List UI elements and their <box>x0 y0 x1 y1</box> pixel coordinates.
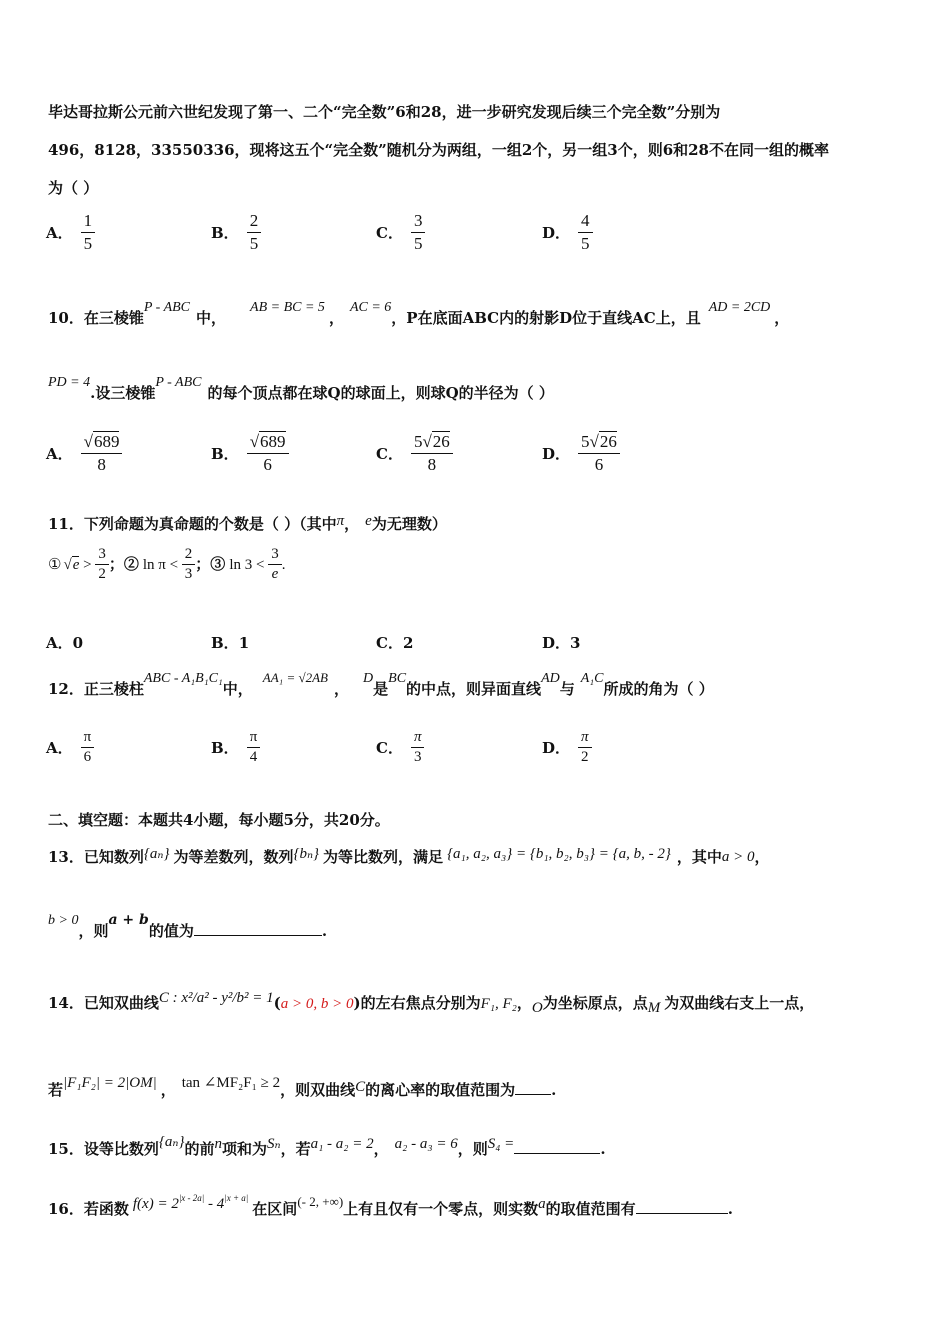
q13-answer-blank[interactable] <box>194 935 322 936</box>
q10-option-b[interactable]: B． $\frac{√689}{6}$ <box>211 432 289 474</box>
q14-line1: 14．已知双曲线C : x²/a² - y²/b² = 1(a > 0, b > 0)的左右焦点分别为F₁, F₂，O为坐标原点，点M 为双曲线右支上一点， <box>48 990 815 1016</box>
q11-option-b[interactable]: B．1 <box>211 634 250 652</box>
q11-option-d[interactable]: D．3 <box>542 634 581 652</box>
q11-option-a[interactable]: A．0 <box>46 634 84 652</box>
q12-option-d[interactable]: D． $\frac{\pi}{2}$ <box>542 729 592 767</box>
q12-line1: 12．正三棱柱ABC - A₁B₁C₁中，AA₁ = √2AB，D是BC的中点，则异面直线AD与A₁C所成的角为（ ） <box>48 670 714 698</box>
q9-line2: 496，8128，33550336，现将这五个“完全数”随机分为两组，一组2个，另一组3个，则6和28不在同一组的概率 <box>48 141 830 159</box>
q15-answer-blank[interactable] <box>514 1153 600 1154</box>
q10-line2: PD = 4.设三棱锥P - ABC的每个顶点都在球Q的球面上，则球Q的半径为（ ） <box>48 375 554 402</box>
q11-option-c[interactable]: C．2 <box>376 634 414 652</box>
q12-option-a[interactable]: A． $\frac{\pi}{6}$ <box>46 729 94 767</box>
q15-line: 15．设等比数列{aₙ}的前n项和为Sₙ，若a₁ - a₂ = 2， a₂ - a₃ = 6，则S₄ = . <box>48 1134 606 1158</box>
q10-option-a[interactable]: A． $\frac{√689}{8}$ <box>46 432 122 474</box>
q9-option-a[interactable]: A． $\frac{1}{5}$ <box>46 211 95 253</box>
q10-line1: 10．在三棱锥P - ABC中，AB = BC = 5，AC = 6，P在底面ABC内的射影D位于直线AC上，且AD = 2CD， <box>48 300 790 327</box>
q16-answer-blank[interactable] <box>636 1213 728 1214</box>
q11-propositions: ① √e > $\frac{3}{2}$ ；② ln π < $\frac{2}{3}$ ；③ ln 3 < $\frac{3}{e}$ . <box>48 546 286 583</box>
q9-line1: 毕达哥拉斯公元前六世纪发现了第一、二个“完全数”6和28，进一步研究发现后续三个完全数”分别为 <box>48 103 721 121</box>
q10-option-c[interactable]: C． $\frac{5√26}{8}$ <box>376 432 453 474</box>
q14-answer-blank[interactable] <box>515 1094 551 1095</box>
q9-option-b[interactable]: B． $\frac{2}{5}$ <box>211 211 261 253</box>
section-2-heading: 二、填空题：本题共4小题，每小题5分，共20分。 <box>48 811 390 829</box>
q13-line2: b > 0，则a + b的值为 . <box>48 912 328 940</box>
q12-option-b[interactable]: B． $\frac{\pi}{4}$ <box>211 729 260 767</box>
q12-option-c[interactable]: C． $\frac{\pi}{3}$ <box>376 729 424 767</box>
q14-line2: 若|F₁F₂| = 2|OM| ， tan ∠MF₂F₁ ≥ 2，则双曲线C的离心率的取值范围为 . <box>48 1075 557 1099</box>
q16-line: 16．若函数 $f(x) = 2^{|x - 2a|} - 4^{|x + a|}$在区间(- 2, +∞)上有且仅有一个零点，则实数a的取值范围有 . <box>48 1193 733 1218</box>
q11-line1: 11．下列命题为真命题的个数是（ ）（其中π， e为无理数） <box>48 513 447 533</box>
q9-option-c[interactable]: C． $\frac{3}{5}$ <box>376 211 425 253</box>
q10-option-d[interactable]: D． $\frac{5√26}{6}$ <box>542 432 620 474</box>
q13-line1: 13．已知数列{aₙ} 为等差数列，数列{bₙ} 为等比数列，满足 {a₁, a₂, a₃} = {b₁, b₂, b₃} = {a, b, - 2} ，其中a > 0， <box>48 846 770 866</box>
q9-line3: 为（ ） <box>48 179 99 197</box>
q9-option-d[interactable]: D． $\frac{4}{5}$ <box>542 211 593 253</box>
